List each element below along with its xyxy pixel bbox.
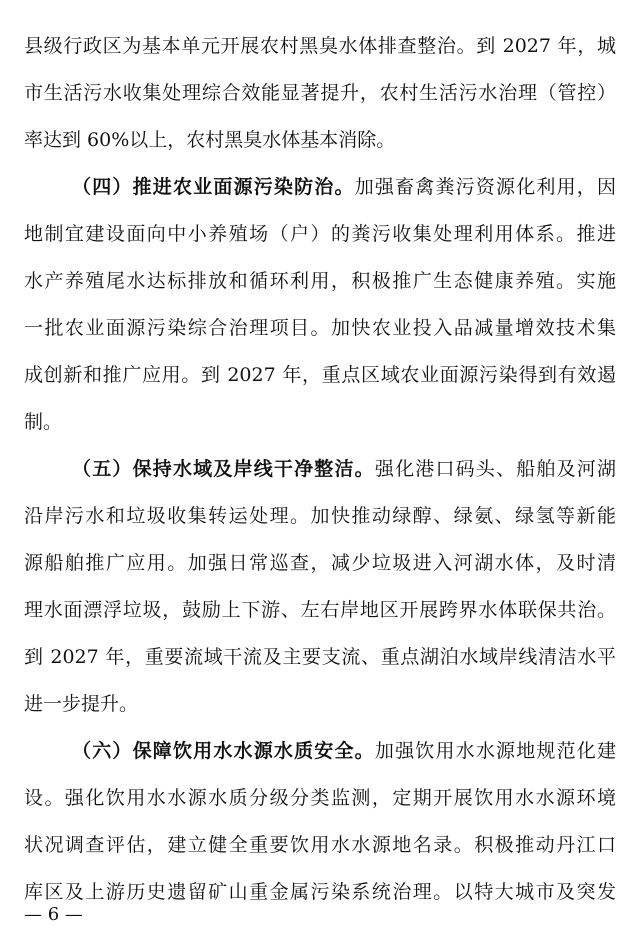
paragraph-line: 一批农业面源污染综合治理项目。加快农业投入品减量增效技术集 — [24, 317, 616, 339]
paragraph-line: 源船舶推广应用。加强日常巡查，减少垃圾进入河湖水体，及时清 — [24, 552, 616, 574]
section-5-first-line — [24, 453, 616, 485]
paragraph-line: 成创新和推广应用。到 2027 年，重点区域农业面源污染得到有效遏 — [24, 364, 616, 386]
section-6-heading: （六）保障饮用水水源水质安全。 — [72, 740, 375, 762]
paragraph-line: 沿岸污水和垃圾收集转运处理。加快推动绿醇、绿氨、绿氢等新能 — [24, 505, 616, 527]
paragraph-line: 状况调查评估，建立健全重要饮用水水源地名录。积极推动丹江口 — [24, 834, 616, 856]
paragraph-line: 地制宜建设面向中小养殖场（户）的粪污收集处理利用体系。推进 — [24, 223, 616, 245]
paragraph-line: 到 2027 年，重要流域干流及主要支流、重点湖泊水域岸线清洁水平 — [24, 646, 616, 668]
page-number: — 6 — — [24, 904, 83, 925]
paragraph-line: 进一步提升。 — [24, 693, 139, 715]
section-5-heading: （五）保持水域及岸线干净整洁。 — [72, 458, 375, 480]
section-4-first-line — [24, 171, 616, 203]
section-5-lead-text: 强化港口码头、船舶及河湖 — [374, 458, 616, 480]
paragraph-line: 库区及上游历史遗留矿山重金属污染系统治理。以特大城市及突发 — [24, 881, 616, 903]
section-6-first-line — [24, 735, 616, 767]
section-6-lead-text: 加强饮用水水源地规范化建 — [374, 740, 616, 762]
paragraph-line: 设。强化饮用水水源水质分级分类监测，定期开展饮用水水源环境 — [24, 787, 616, 809]
paragraph-line: 理水面漂浮垃圾，鼓励上下游、左右岸地区开展跨界水体联保共治。 — [24, 599, 616, 621]
section-4-lead-text: 加强畜禽粪污资源化利用，因 — [354, 176, 616, 198]
paragraph-line: 水产养殖尾水达标排放和循环利用，积极推广生态健康养殖。实施 — [24, 270, 616, 292]
paragraph-line: 县级行政区为基本单元开展农村黑臭水体排查整治。到 2027 年，城 — [24, 35, 616, 57]
paragraph-line: 率达到 60%以上，农村黑臭水体基本消除。 — [24, 129, 396, 151]
section-4-heading: （四）推进农业面源污染防治。 — [72, 176, 355, 198]
paragraph-line: 制。 — [24, 411, 63, 433]
paragraph-line: 市生活污水收集处理综合效能显著提升，农村生活污水治理（管控） — [24, 82, 616, 104]
